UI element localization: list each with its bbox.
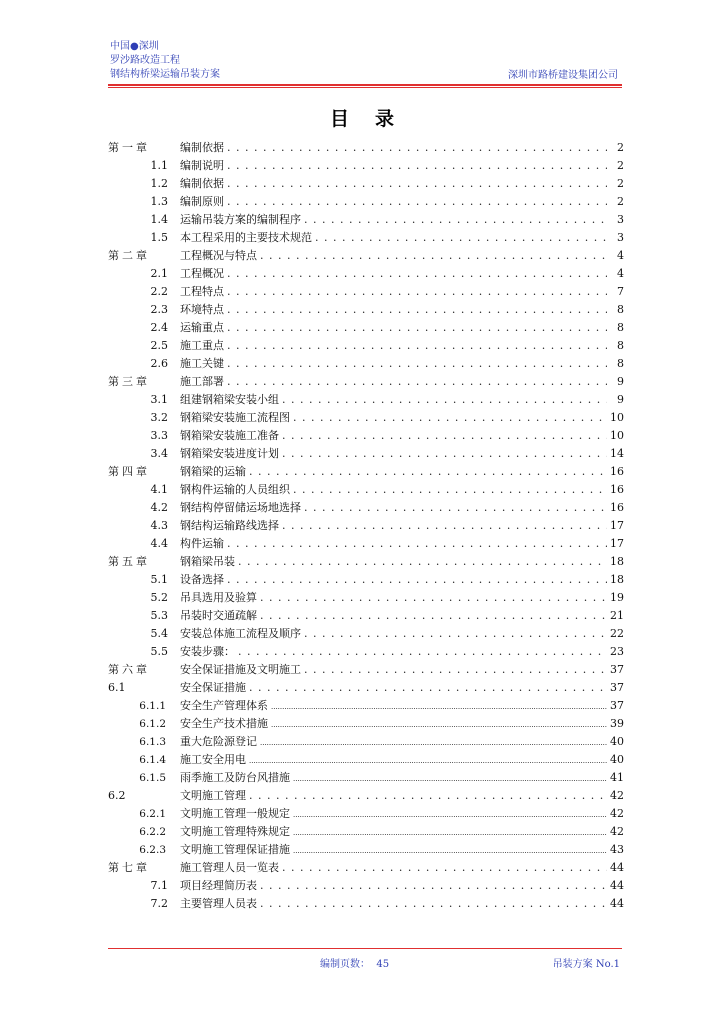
- toc-dot-leader: [304, 500, 607, 516]
- toc-dot-leader: [227, 536, 607, 552]
- toc-page-number: 16: [610, 465, 624, 478]
- toc-entry-number: 6.1.2: [139, 718, 166, 730]
- toc-entry-row[interactable]: [108, 192, 624, 210]
- toc-entry-title: 安全保证措施及文明施工: [180, 663, 301, 676]
- toc-entry-title: 本工程采用的主要技术规范: [180, 231, 312, 244]
- toc-entry-number: 5.1: [150, 573, 168, 586]
- toc-entry-number: 1.3: [150, 195, 168, 208]
- toc-entry-title: 钢箱梁的运输: [180, 465, 246, 478]
- footer-doc-code: 吊装方案 No.1: [552, 959, 620, 970]
- toc-entry-row[interactable]: [108, 714, 624, 732]
- toc-entry-title: 工程概况: [180, 267, 224, 280]
- toc-chapter-row[interactable]: [108, 372, 624, 390]
- toc-entry-row[interactable]: [108, 282, 624, 300]
- toc-entry-number: 3.1: [150, 393, 168, 406]
- toc-page-number: 17: [610, 519, 624, 532]
- toc-dot-leader: [282, 392, 607, 408]
- toc-chapter-row[interactable]: [108, 462, 624, 480]
- toc-page-number: 19: [610, 591, 624, 604]
- footer-divider: [108, 948, 622, 949]
- toc-dot-leader: [227, 140, 607, 156]
- toc-entry-title: 文明施工管理: [180, 789, 246, 802]
- toc-entry-number: 7.2: [150, 897, 168, 910]
- toc-page-number: 42: [610, 789, 624, 802]
- toc-entry-number: 第七章: [108, 861, 150, 874]
- toc-entry-row[interactable]: [108, 894, 624, 912]
- toc-dot-leader: [293, 410, 607, 426]
- toc-page-number: 21: [610, 609, 624, 622]
- toc-entry-number: 4.3: [150, 519, 168, 532]
- toc-entry-title: 设备选择: [180, 573, 224, 586]
- toc-entry-row[interactable]: [108, 768, 624, 786]
- toc-page-number: 40: [610, 735, 624, 748]
- toc-dot-leader: [293, 842, 607, 858]
- toc-dot-leader: [304, 626, 607, 642]
- toc-entry-title: 文明施工管理特殊规定: [180, 825, 290, 838]
- toc-entry-number: 2.4: [150, 321, 168, 334]
- toc-dot-leader: [315, 230, 607, 246]
- toc-dot-leader: [227, 338, 607, 354]
- toc-page-number: 44: [610, 897, 624, 910]
- toc-entry-number: 4.1: [150, 483, 168, 496]
- toc-entry-row[interactable]: [108, 876, 624, 894]
- toc-entry-title: 编制依据: [180, 141, 224, 154]
- toc-entry-number: 5.4: [150, 627, 168, 640]
- toc-entry-title: 钢结构运输路线选择: [180, 519, 279, 532]
- toc-entry-row[interactable]: [108, 696, 624, 714]
- toc-entry-number: 5.2: [150, 591, 168, 604]
- toc-entry-row[interactable]: [108, 570, 624, 588]
- toc-entry-row[interactable]: [108, 534, 624, 552]
- toc-page-number: 17: [610, 537, 624, 550]
- toc-entry-number: 第三章: [108, 375, 150, 388]
- toc-dot-leader: [227, 158, 607, 174]
- toc-entry-row[interactable]: [108, 642, 624, 660]
- header-line-scheme: 钢结构桥梁运输吊装方案: [110, 69, 220, 80]
- toc-entry-title: 重大危险源登记: [180, 735, 257, 748]
- toc-page-number: 7: [617, 285, 624, 298]
- toc-entry-row[interactable]: [108, 426, 624, 444]
- toc-entry-title: 文明施工管理保证措施: [180, 843, 290, 856]
- toc-chapter-row[interactable]: [108, 660, 624, 678]
- toc-chapter-row[interactable]: [108, 246, 624, 264]
- toc-dot-leader: [282, 428, 607, 444]
- toc-dot-leader: [293, 770, 607, 786]
- toc-page-number: 16: [610, 501, 624, 514]
- toc-entry-title: 钢结构停留储运场地选择: [180, 501, 301, 514]
- toc-entry-row[interactable]: [108, 354, 624, 372]
- toc-page-number: 10: [610, 429, 624, 442]
- toc-page-number: 3: [617, 231, 624, 244]
- toc-entry-number: 3.3: [150, 429, 168, 442]
- toc-entry-title: 编制原则: [180, 195, 224, 208]
- toc-dot-leader: [227, 194, 607, 210]
- toc-entry-title: 工程概况与特点: [180, 249, 257, 262]
- header-company: 深圳市路桥建设集团公司: [508, 70, 618, 81]
- toc-entry-number: 6.1.3: [139, 736, 166, 748]
- toc-entry-title: 工程特点: [180, 285, 224, 298]
- toc-entry-number: 1.4: [150, 213, 168, 226]
- toc-chapter-row[interactable]: [108, 858, 624, 876]
- toc-dot-leader: [293, 824, 607, 840]
- toc-entry-number: 6.1: [108, 681, 126, 694]
- toc-entry-title: 运输重点: [180, 321, 224, 334]
- toc-entry-title: 安全保证措施: [180, 681, 246, 694]
- toc-page-number: 42: [610, 825, 624, 838]
- toc-entry-number: 6.1.5: [139, 772, 166, 784]
- toc-entry-number: 2.5: [150, 339, 168, 352]
- toc-dot-leader: [282, 518, 607, 534]
- toc-entry-row[interactable]: [108, 408, 624, 426]
- toc-entry-row[interactable]: [108, 516, 624, 534]
- toc-entry-title: 吊具选用及验算: [180, 591, 257, 604]
- toc-page-number: 23: [610, 645, 624, 658]
- toc-entry-title: 文明施工管理一般规定: [180, 807, 290, 820]
- toc-dot-leader: [227, 176, 607, 192]
- toc-entry-number: 第六章: [108, 663, 150, 676]
- toc-entry-title: 构件运输: [180, 537, 224, 550]
- toc-dot-leader: [304, 212, 607, 228]
- toc-entry-number: 6.2.3: [139, 844, 166, 856]
- toc-page-number: 8: [617, 321, 624, 334]
- toc-entry-number: 第四章: [108, 465, 150, 478]
- toc-entry-number: 6.2.2: [139, 826, 166, 838]
- toc-dot-leader: [227, 374, 607, 390]
- toc-entry-row[interactable]: [108, 750, 624, 768]
- toc-page-number: 44: [610, 861, 624, 874]
- toc-entry-title: 施工关键: [180, 357, 224, 370]
- toc-entry-row[interactable]: [108, 318, 624, 336]
- toc-entry-row[interactable]: [108, 588, 624, 606]
- toc-entry-number: 7.1: [150, 879, 168, 892]
- toc-dot-leader: [238, 554, 607, 570]
- toc-entry-row[interactable]: [108, 444, 624, 462]
- toc-entry-title: 项目经理简历表: [180, 879, 257, 892]
- toc-page-number: 2: [617, 141, 624, 154]
- toc-dot-leader: [227, 302, 607, 318]
- toc-entry-row[interactable]: [108, 678, 624, 696]
- toc-entry-title: 钢箱梁安装进度计划: [180, 447, 279, 460]
- toc-entry-number: 1.5: [150, 231, 168, 244]
- toc-entry-row[interactable]: [108, 786, 624, 804]
- toc-entry-row[interactable]: [108, 300, 624, 318]
- toc-page-number: 10: [610, 411, 624, 424]
- toc-page-number: 8: [617, 303, 624, 316]
- toc-page-number: 2: [617, 159, 624, 172]
- toc-page-number: 37: [610, 663, 624, 676]
- toc-dot-leader: [227, 572, 607, 588]
- toc-page-number: 4: [617, 249, 624, 262]
- toc-page-number: 4: [617, 267, 624, 280]
- toc-entry-number: 5.3: [150, 609, 168, 622]
- toc-page-number: 9: [617, 393, 624, 406]
- toc-page-number: 22: [610, 627, 624, 640]
- toc-entry-number: 4.4: [150, 537, 168, 550]
- toc-entry-number: 2.1: [150, 267, 168, 280]
- footer-page-count: [320, 955, 389, 970]
- toc-entry-title: 编制依据: [180, 177, 224, 190]
- toc-entry-number: 4.2: [150, 501, 168, 514]
- toc-entry-number: 6.1.1: [139, 700, 166, 712]
- toc-entry-row[interactable]: [108, 480, 624, 498]
- toc-page-number: 37: [610, 699, 624, 712]
- toc-chapter-row[interactable]: [108, 138, 624, 156]
- toc-entry-row[interactable]: [108, 390, 624, 408]
- toc-page-number: 40: [610, 753, 624, 766]
- toc-entry-row[interactable]: [108, 228, 624, 246]
- toc-entry-number: 6.2.1: [139, 808, 166, 820]
- toc-dot-leader: [227, 320, 607, 336]
- toc-entry-number: 第五章: [108, 555, 150, 568]
- toc-entry-number: 3.2: [150, 411, 168, 424]
- toc-page-number: 18: [610, 573, 624, 586]
- toc-page-number: 44: [610, 879, 624, 892]
- toc-dot-leader: [260, 896, 607, 912]
- toc-entry-title: 主要管理人员表: [180, 897, 257, 910]
- toc-entry-row[interactable]: [108, 804, 624, 822]
- toc-entry-title: 组建钢箱梁安装小组: [180, 393, 279, 406]
- toc-entry-number: 1.1: [150, 159, 168, 172]
- toc-page-number: 8: [617, 357, 624, 370]
- toc-entry-title: 吊装时交通疏解: [180, 609, 257, 622]
- table-of-contents: [108, 138, 624, 912]
- toc-entry-number: 6.2: [108, 789, 126, 802]
- toc-page-number: 14: [610, 447, 624, 460]
- header-line-location: 中国●深圳: [110, 41, 159, 52]
- toc-entry-title: 安全生产管理体系: [180, 699, 268, 712]
- toc-page-number: 37: [610, 681, 624, 694]
- toc-entry-title: 施工安全用电: [180, 753, 246, 766]
- toc-entry-number: 第二章: [108, 249, 150, 262]
- toc-dot-leader: [271, 698, 607, 714]
- toc-page-number: 2: [617, 195, 624, 208]
- toc-dot-leader: [238, 644, 607, 660]
- toc-dot-leader: [227, 284, 607, 300]
- header-divider: [108, 84, 622, 88]
- page-title: 目录: [329, 108, 420, 130]
- toc-entry-title: 安装步骤：: [180, 645, 235, 658]
- toc-page-number: 8: [617, 339, 624, 352]
- toc-page-number: 3: [617, 213, 624, 226]
- toc-dot-leader: [260, 734, 607, 750]
- toc-entry-title: 钢箱梁吊装: [180, 555, 235, 568]
- toc-dot-leader: [304, 662, 607, 678]
- toc-entry-title: 安装总体施工流程及顺序: [180, 627, 301, 640]
- toc-entry-row[interactable]: [108, 822, 624, 840]
- toc-dot-leader: [271, 716, 607, 732]
- toc-chapter-row[interactable]: [108, 552, 624, 570]
- toc-entry-row[interactable]: [108, 624, 624, 642]
- toc-entry-title: 施工重点: [180, 339, 224, 352]
- toc-dot-leader: [293, 482, 607, 498]
- toc-page-number: 2: [617, 177, 624, 190]
- toc-dot-leader: [249, 788, 607, 804]
- toc-dot-leader: [282, 860, 607, 876]
- toc-entry-number: 2.3: [150, 303, 168, 316]
- toc-entry-row[interactable]: [108, 156, 624, 174]
- toc-entry-row[interactable]: [108, 606, 624, 624]
- toc-entry-title: 施工管理人员一览表: [180, 861, 279, 874]
- toc-entry-title: 施工部署: [180, 375, 224, 388]
- toc-entry-title: 安全生产技术措施: [180, 717, 268, 730]
- toc-page-number: 42: [610, 807, 624, 820]
- toc-dot-leader: [260, 248, 607, 264]
- toc-dot-leader: [227, 266, 607, 282]
- toc-page-number: 16: [610, 483, 624, 496]
- toc-dot-leader: [249, 464, 607, 480]
- toc-entry-title: 钢箱梁安装施工流程图: [180, 411, 290, 424]
- toc-entry-row[interactable]: [108, 210, 624, 228]
- toc-page-number: 39: [610, 717, 624, 730]
- toc-page-number: 9: [617, 375, 624, 388]
- toc-entry-row[interactable]: [108, 732, 624, 750]
- toc-dot-leader: [249, 680, 607, 696]
- toc-entry-title: 编制说明: [180, 159, 224, 172]
- toc-entry-title: 雨季施工及防台风措施: [180, 771, 290, 784]
- toc-dot-leader: [293, 806, 607, 822]
- toc-entry-number: 第一章: [108, 141, 150, 154]
- toc-entry-row[interactable]: [108, 840, 624, 858]
- toc-entry-number: 1.2: [150, 177, 168, 190]
- footer-pages-value: 45: [376, 959, 390, 970]
- toc-dot-leader: [249, 752, 607, 768]
- toc-entry-title: 运输吊装方案的编制程序: [180, 213, 301, 226]
- toc-page-number: 43: [610, 843, 624, 856]
- toc-entry-number: 5.5: [150, 645, 168, 658]
- toc-entry-title: 钢构件运输的人员组织: [180, 483, 290, 496]
- header-line-project: 罗沙路改造工程: [110, 55, 180, 66]
- toc-entry-number: 3.4: [150, 447, 168, 460]
- toc-dot-leader: [260, 590, 607, 606]
- toc-entry-number: 2.2: [150, 285, 168, 298]
- toc-dot-leader: [260, 878, 607, 894]
- toc-dot-leader: [227, 356, 607, 372]
- footer-pages-label: 编制页数：: [320, 959, 370, 970]
- toc-entry-row[interactable]: [108, 264, 624, 282]
- toc-entry-number: 6.1.4: [139, 754, 166, 766]
- toc-dot-leader: [282, 446, 607, 462]
- toc-entry-row[interactable]: [108, 336, 624, 354]
- toc-entry-title: 钢箱梁安装施工准备: [180, 429, 279, 442]
- toc-page-number: 41: [610, 771, 624, 784]
- toc-entry-title: 环境特点: [180, 303, 224, 316]
- header-left: [110, 40, 220, 82]
- toc-entry-number: 2.6: [150, 357, 168, 370]
- toc-entry-row[interactable]: [108, 174, 624, 192]
- toc-dot-leader: [260, 608, 607, 624]
- toc-entry-row[interactable]: [108, 498, 624, 516]
- toc-page-number: 18: [610, 555, 624, 568]
